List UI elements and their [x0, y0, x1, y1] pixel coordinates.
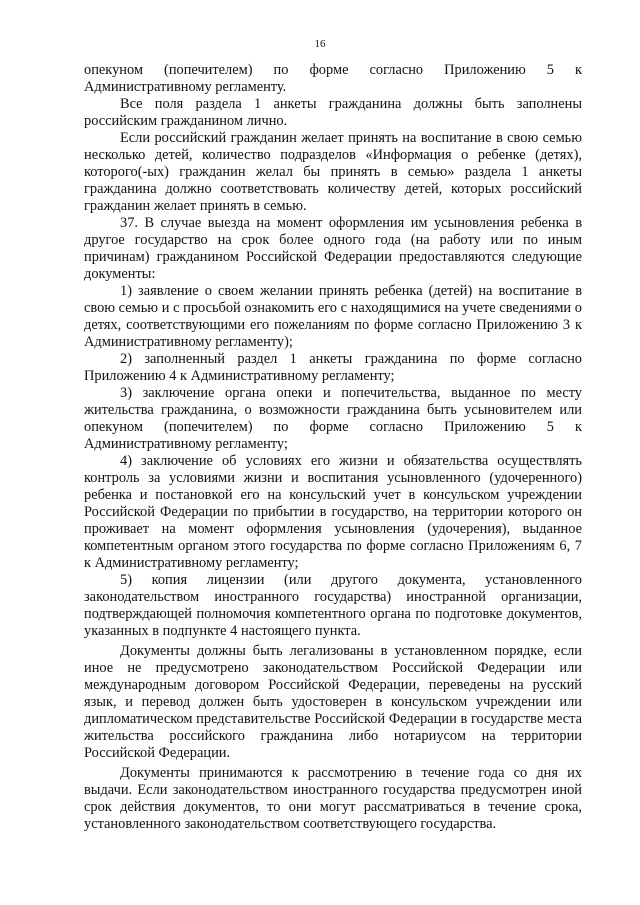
paragraph-validity: Документы принимаются к рассмотрению в течение года со дня их выдачи. Если законодательством иностранного государства предусмотрен иной срок действия документов, то они могут рассматриваться в течение срока, установленного законодательством соответствующего государства. [84, 765, 582, 832]
list-item-4: 4) заключение об условиях его жизни и обязательства осуществлять контроль за условиями жизни и воспитания усыновленного (удочеренного) ребенка и постановкой его на консульский учет в консульском учреждении Российской Федерации по прибытии в государство, на территории которого он проживает на момент оформления усыновления (удочерения), выданное компетентным органом этого государства по форме согласно Приложениям 6, 7 к Административному регламенту; [84, 453, 582, 571]
list-item-5: 5) копия лицензии (или другого документа, установленного законодательством иностранного государства) иностранной организации, подтверждающей полномочия компетентного органа по подготовке документов, указанных в подпункте 4 настоящего пункта. [84, 572, 582, 639]
paragraph-legalization: Документы должны быть легализованы в установленном порядке, если иное не предусмотрено законодательством Российской Федерации или международным договором Российской Федерации, переведены на русский язык, и перевод должен быть удостоверен в консульском учреждении или дипломатическом представительстве Российской Федерации в государстве места жительства российского гражданина либо нотариусом на территории Российской Федерации. [84, 643, 582, 761]
list-item-3: 3) заключение органа опеки и попечительства, выданное по месту жительства гражданина, о возможности гражданина быть усыновителем или опекуном (попечителем) по форме согласно Приложению 5 к Административному регламенту; [84, 385, 582, 452]
paragraph-fields-filled: Все поля раздела 1 анкеты гражданина должны быть заполнены российским гражданином лично. [84, 96, 582, 129]
list-item-2: 2) заполненный раздел 1 анкеты гражданина по форме согласно Приложению 4 к Административному регламенту; [84, 351, 582, 384]
page-number: 16 [314, 38, 326, 50]
paragraph-several-children: Если российский гражданин желает принять на воспитание в свою семью несколько детей, количество подразделов «Информация о ребенке (детях), которого(-ых) гражданин желал бы принять в семью» раздела 1 анкеты гражданина должно соответствовать количеству детей, которых российский гражданин желает принять в семью. [84, 130, 582, 214]
paragraph-clause-37: 37. В случае выезда на момент оформления им усыновления ребенка в другое государство на срок более одного года (на работу или по иным причинам) гражданином Российской Федерации предоставляются следующие документы: [84, 215, 582, 282]
paragraph-continuation: опекуном (попечителем) по форме согласно Приложению 5 к Административному регламенту. [84, 62, 582, 95]
document-body [84, 62, 582, 833]
list-item-1: 1) заявление о своем желании принять ребенка (детей) на воспитание в свою семью и с просьбой ознакомить его с находящимися на учете сведениями о детях, соответствующими его пожеланиям по форме согласно Приложению 3 к Административному регламенту); [84, 283, 582, 350]
